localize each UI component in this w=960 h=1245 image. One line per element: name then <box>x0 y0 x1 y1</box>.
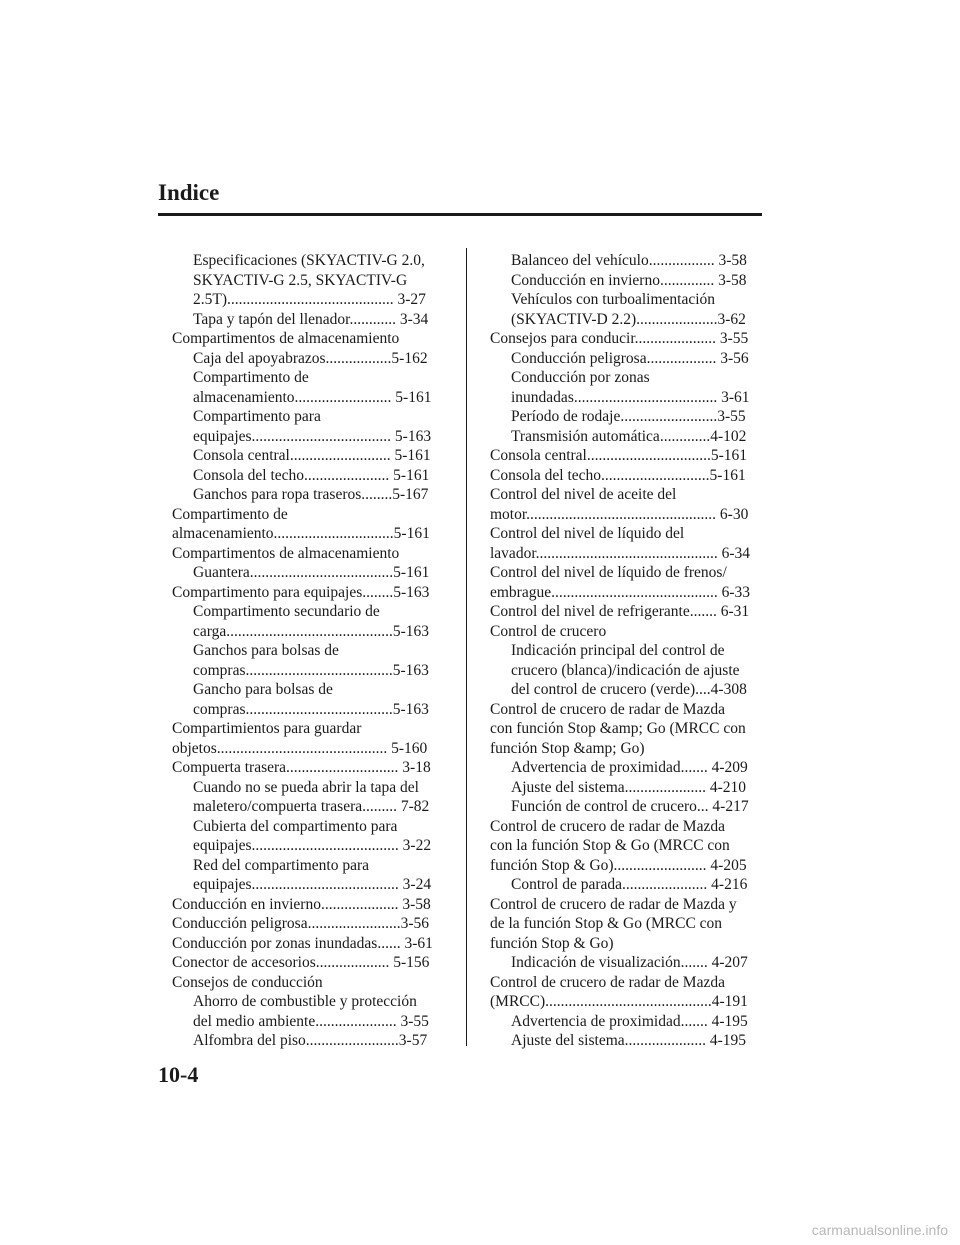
index-entry: Compartimentos de almacenamiento <box>172 544 400 562</box>
index-entry: Control de crucero de radar de Mazda y <box>490 895 737 913</box>
index-subentry: Consola central.......................... 5-161 <box>193 447 431 464</box>
index-entry: Consejos de conducción <box>172 973 323 991</box>
index-entry: de la función Stop & Go (MRCC con <box>490 915 723 932</box>
index-subentry: inundadas..................................... 3-61 <box>511 388 750 406</box>
index-subentry: SKYACTIV-G 2.5, SKYACTIV-G <box>193 271 408 289</box>
index-subentry: (SKYACTIV-D 2.2).....................3-62 <box>511 310 746 328</box>
index-subentry: Advertencia de proximidad....... 4-195 <box>511 1012 748 1030</box>
index-subentry: Ganchos para ropa traseros........5-167 <box>193 486 429 503</box>
index-subentry: carga...........................................5-163 <box>193 622 430 640</box>
page-number: 10-4 <box>158 1062 199 1087</box>
index-subentry: compras......................................5-163 <box>193 700 429 718</box>
index-subentry: Ganchos para bolsas de <box>193 642 339 659</box>
index-subentry: Red del compartimento para <box>193 856 370 874</box>
index-entry: Consola central................................5-161 <box>490 447 748 464</box>
index-entry: embrague........................................... 6-33 <box>490 583 751 601</box>
index-subentry: del control de crucero (verde)....4-308 <box>511 681 747 698</box>
index-entry: con función Stop &amp; Go (MRCC con <box>490 720 746 737</box>
index-subentry: equipajes...................................... 3-24 <box>193 876 432 893</box>
watermark: carmanualsonline.info <box>811 1222 948 1238</box>
index-entry: Control del nivel de refrigerante....... 6-31 <box>490 603 750 620</box>
index-subentry: Transmisión automática.............4-102 <box>511 427 747 445</box>
index-entry: Conector de accesorios................... 5-156 <box>172 954 430 971</box>
index-subentry: Cubierta del compartimento para <box>193 817 398 835</box>
index-entry: Control de crucero <box>490 622 607 640</box>
index-entry: función Stop & Go)........................ 4-205 <box>490 856 747 874</box>
index-entry: Control del nivel de líquido del <box>490 525 685 542</box>
index-subentry: maletero/compuerta trasera......... 7-82 <box>193 798 430 815</box>
index-entry: Conducción peligrosa........................3-56 <box>172 915 430 932</box>
index-subentry: Indicación principal del control de <box>511 642 725 659</box>
index-entry: Compartimentos de almacenamiento <box>172 330 400 347</box>
index-subentry: compras......................................5-163 <box>193 661 429 679</box>
index-subentry: Guantera.....................................5-161 <box>193 564 430 581</box>
index-subentry: Indicación de visualización....... 4-207 <box>511 954 748 971</box>
header-rule <box>158 213 762 216</box>
index-subentry: Vehículos con turboalimentación <box>511 291 716 308</box>
index-entry: Control del nivel de líquido de frenos/ <box>490 564 727 581</box>
index-subentry: Consola del techo...................... 5-161 <box>193 466 430 484</box>
index-entry: Compartimento de <box>172 505 288 523</box>
index-subentry: Alfombra del piso........................3-57 <box>193 1032 428 1049</box>
index-entry: con la función Stop & Go (MRCC con <box>490 837 730 854</box>
index-subentry: Control de parada...................... 4-216 <box>511 876 748 893</box>
index-column-right <box>490 251 762 1051</box>
index-subentry: almacenamiento......................... 5-161 <box>193 388 432 406</box>
index-subentry: Período de rodaje.........................3-55 <box>511 408 746 425</box>
index-entry: función Stop &amp; Go) <box>490 739 645 757</box>
index-subentry: Conducción peligrosa.................. 3-56 <box>511 349 749 367</box>
index-entry: Compartimento para equipajes........5-163 <box>172 583 430 601</box>
index-subentry: Advertencia de proximidad....... 4-209 <box>511 759 748 776</box>
index-column-left <box>172 251 444 1051</box>
index-entry: motor................................................. 6-30 <box>490 505 749 523</box>
index-subentry: equipajes.................................... 5-163 <box>193 427 432 445</box>
index-subentry: Compartimento de <box>193 369 309 386</box>
index-subentry: Gancho para bolsas de <box>193 681 333 698</box>
index-entry: objetos............................................ 5-160 <box>172 739 428 757</box>
index-subentry: Conducción en invierno.............. 3-58 <box>511 271 747 289</box>
index-subentry: Compartimento secundario de <box>193 603 380 620</box>
index-entry: función Stop & Go) <box>490 934 614 952</box>
index-subentry: Ahorro de combustible y protección <box>193 993 417 1010</box>
index-entry: Control de crucero de radar de Mazda <box>490 817 725 835</box>
index-entry: Conducción en invierno.................... 3-58 <box>172 895 431 913</box>
index-subentry: crucero (blanca)/indicación de ajuste <box>511 661 740 679</box>
index-entry: Consola del techo............................5-161 <box>490 466 746 484</box>
index-entry: Compartimientos para guardar <box>172 720 362 737</box>
index-subentry: Especificaciones (SKYACTIV-G 2.0, <box>193 252 425 269</box>
index-entry: Control de crucero de radar de Mazda <box>490 700 725 718</box>
index-subentry: Cuando no se pueda abrir la tapa del <box>193 778 419 796</box>
index-entry: Compuerta trasera............................. 3-18 <box>172 759 431 776</box>
index-subentry: Compartimento para <box>193 408 321 425</box>
index-subentry: Función de control de crucero... 4-217 <box>511 798 749 815</box>
index-entry: Control de crucero de radar de Mazda <box>490 973 725 991</box>
index-entry: Conducción por zonas inundadas...... 3-61 <box>172 934 433 952</box>
index-entry: Consejos para conducir..................... 3-55 <box>490 330 749 347</box>
index-subentry: Ajuste del sistema..................... 4-195 <box>511 1032 747 1049</box>
index-subentry: 2.5T)........................................... 3-27 <box>193 291 426 308</box>
page-title: Indice <box>158 180 220 205</box>
index-entry: almacenamiento...............................5-161 <box>172 525 430 542</box>
index-subentry: equipajes...................................... 3-22 <box>193 837 432 854</box>
index-subentry: Balanceo del vehículo................. 3-58 <box>511 252 747 269</box>
index-subentry: Conducción por zonas <box>511 369 650 386</box>
index-subentry: Tapa y tapón del llenador............ 3-34 <box>193 310 429 328</box>
index-entry: Control del nivel de aceite del <box>490 486 677 503</box>
index-subentry: del medio ambiente..................... 3-55 <box>193 1012 429 1030</box>
index-entry: (MRCC)...........................................4-191 <box>490 993 748 1010</box>
index-entry: lavador............................................... 6-34 <box>490 544 751 562</box>
column-divider <box>466 248 467 1046</box>
index-subentry: Caja del apoyabrazos.................5-162 <box>193 349 428 367</box>
index-subentry: Ajuste del sistema..................... 4-210 <box>511 778 747 796</box>
